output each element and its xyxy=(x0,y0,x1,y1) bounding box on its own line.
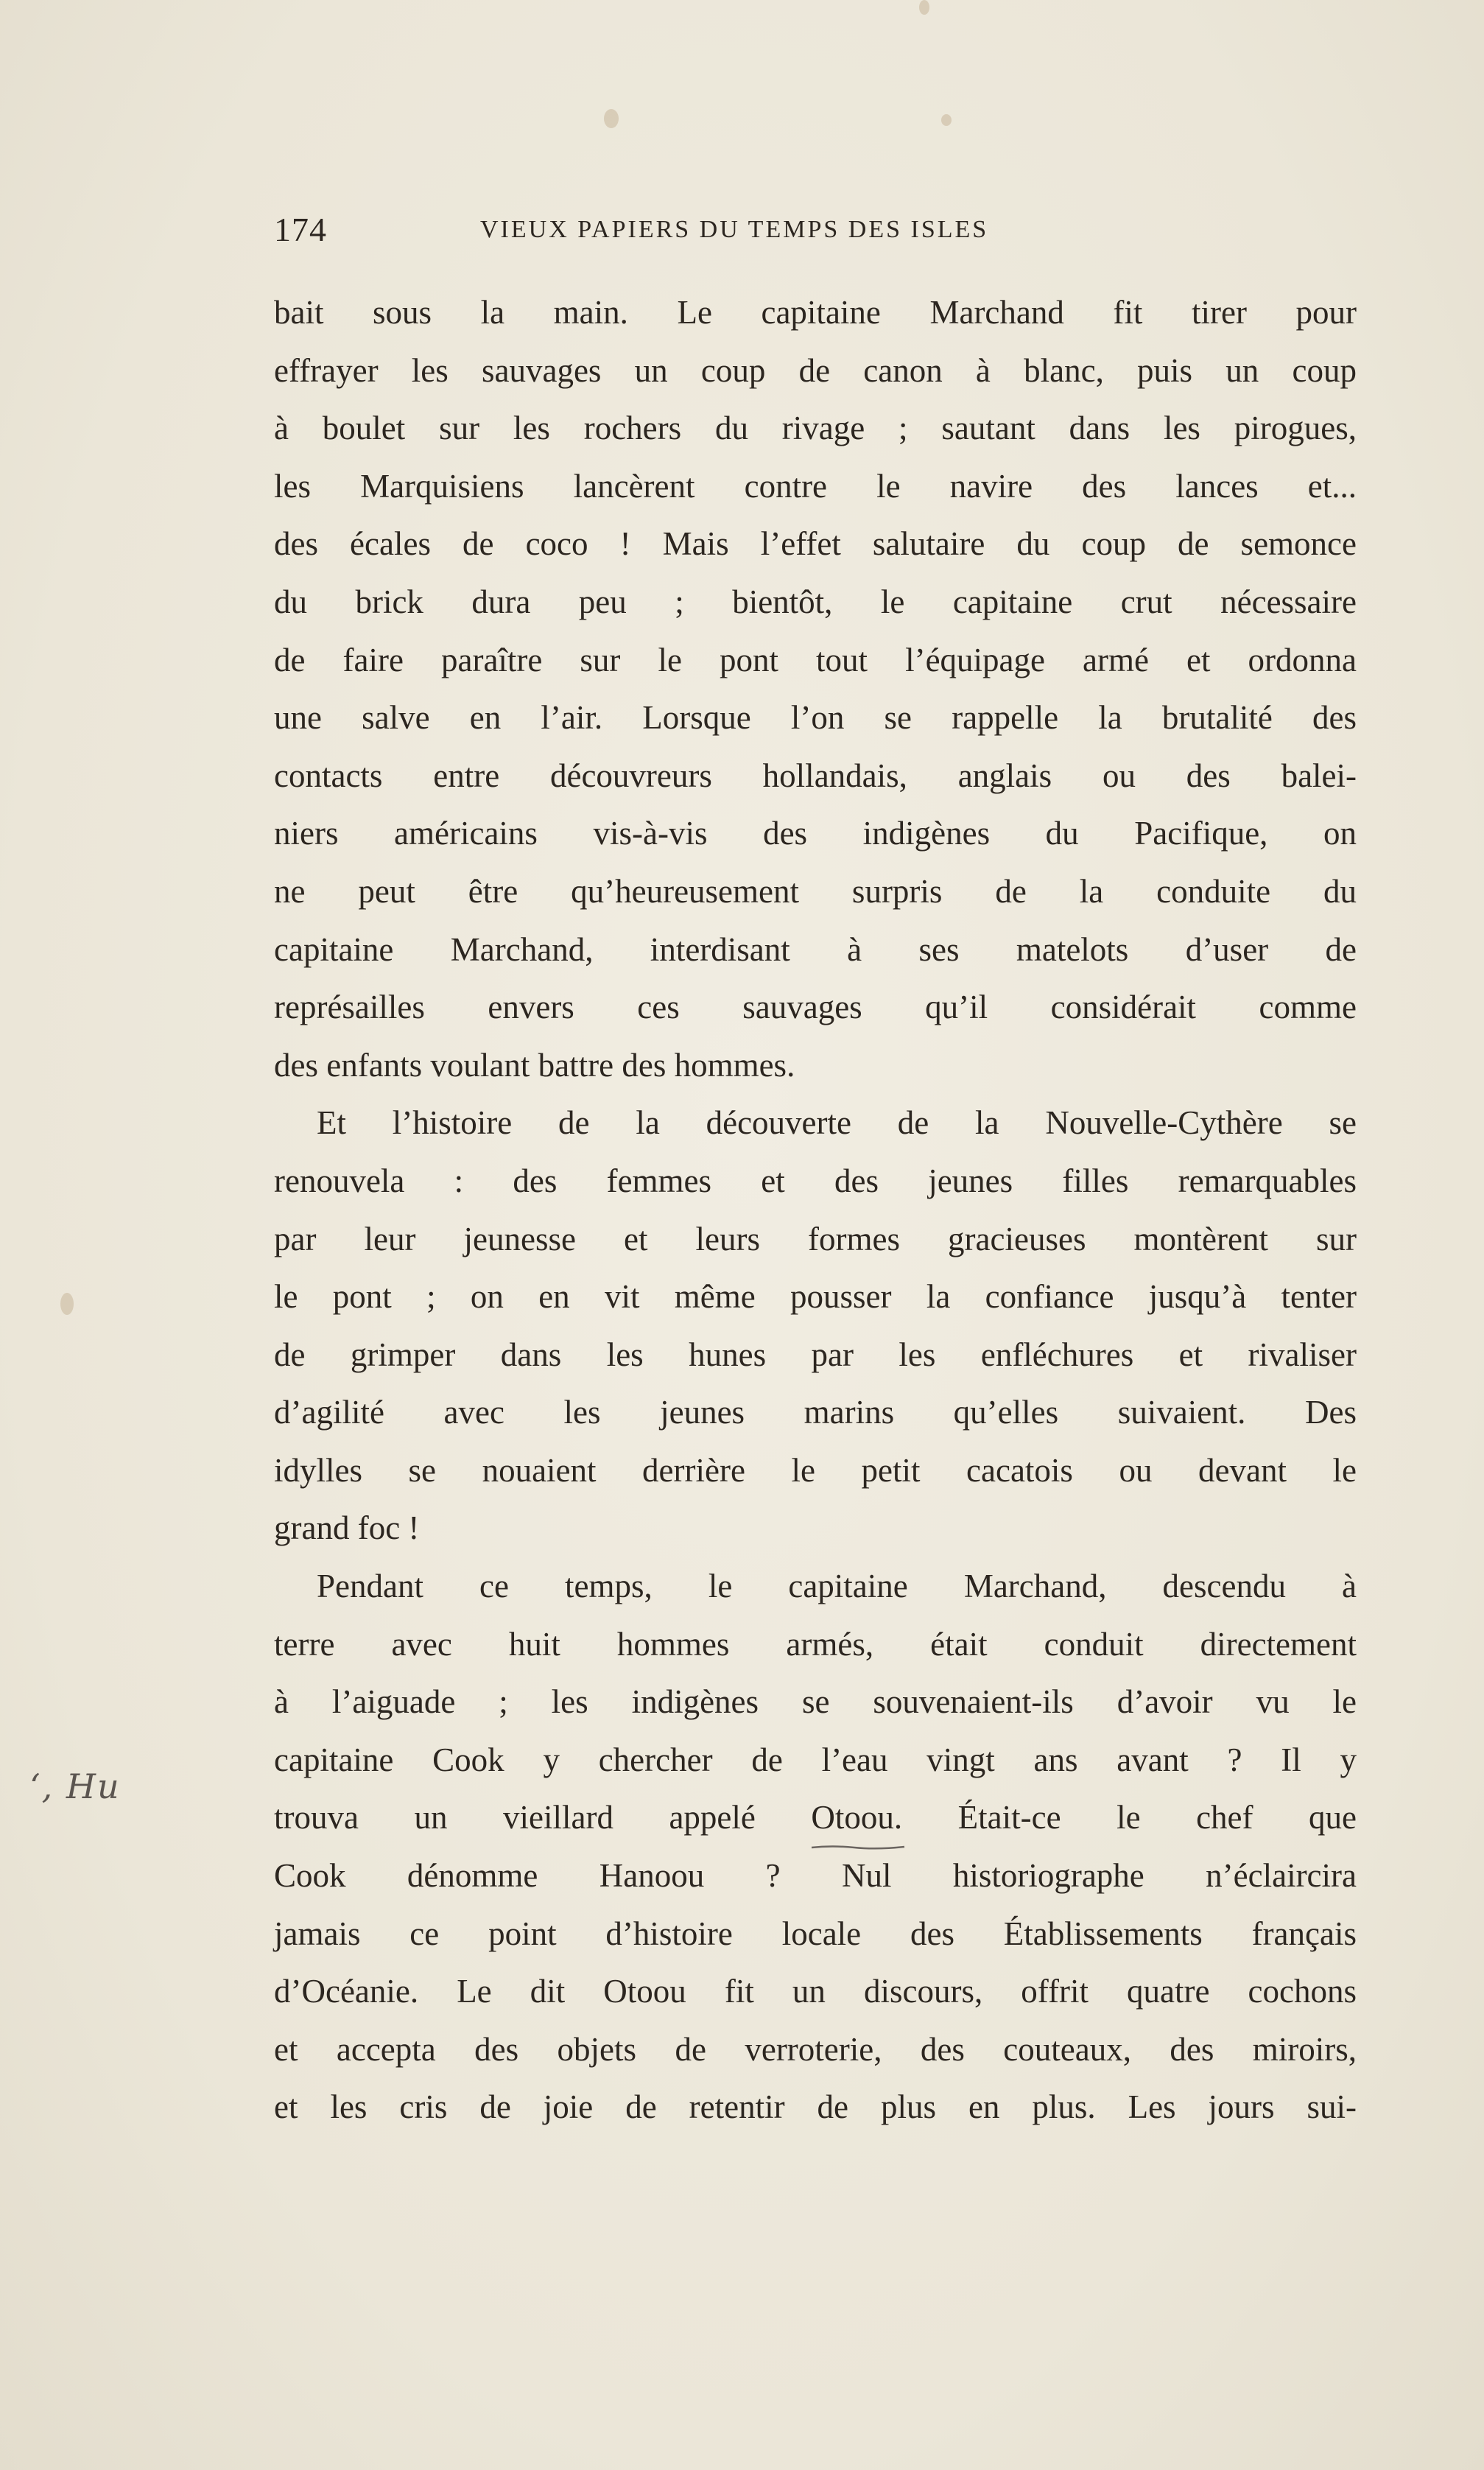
text-line: terre avec huit hommes armés, était conduit directement xyxy=(274,1625,1357,1663)
text-line: Cook dénomme Hanoou ? Nul historiographe n’éclaircira xyxy=(274,1857,1357,1895)
text-line: des écales de coco ! Mais l’effet salutaire du coup de semonce xyxy=(274,525,1357,563)
text-line: à boulet sur les rochers du rivage ; sautant dans les pirogues, xyxy=(274,410,1357,447)
text-line: par leur jeunesse et leurs formes gracieuses montèrent sur xyxy=(274,1220,1357,1257)
text-line: capitaine Marchand, interdisant à ses matelots d’user de xyxy=(274,930,1357,968)
text-line: du brick dura peu ; bientôt, le capitaine crut nécessaire xyxy=(274,583,1357,620)
text-line: et les cris de joie de retentir de plus en plus. Les jours sui- xyxy=(274,2088,1357,2126)
text-line: jamais ce point d’histoire locale des Établissements français xyxy=(274,1915,1357,1952)
text-line: niers américains vis-à-vis des indigènes du Pacifique, on xyxy=(274,815,1357,852)
text-line: représailles envers ces sauvages qu’il considérait comme xyxy=(274,989,1357,1026)
text-line: grand foc ! xyxy=(274,1509,420,1547)
text-line: contacts entre découvreurs hollandais, anglais ou des balei- xyxy=(274,757,1357,794)
text-line: idylles se nouaient derrière le petit cacatois ou devant le xyxy=(274,1451,1357,1489)
text-line: et accepta des objets de verroterie, des couteaux, des miroirs, xyxy=(274,2030,1357,2068)
text-line: d’agilité avec les jeunes marins qu’elles suivaient. Des xyxy=(274,1394,1357,1431)
text-line: trouva un vieillard appelé Otoou. Était-ce le chef que xyxy=(274,1799,1357,1836)
text-line: les Marquisiens lancèrent contre le navire des lances et... xyxy=(274,467,1357,505)
text-line: à l’aiguade ; les indigènes se souvenaient-ils d’avoir vu le xyxy=(274,1683,1357,1721)
text-line: ne peut être qu’heureusement surpris de la conduite du xyxy=(274,872,1357,910)
paper-stain xyxy=(60,1293,74,1315)
paper-stain xyxy=(604,109,619,128)
paper-stain xyxy=(919,0,929,15)
text-line: de grimper dans les hunes par les enfléchures et rivaliser xyxy=(274,1336,1357,1373)
text-line: effrayer les sauvages un coup de canon à blanc, puis un coup xyxy=(274,351,1357,389)
text-line: renouvela : des femmes et des jeunes filles remarquables xyxy=(274,1162,1357,1199)
text-line: Et l’histoire de la découverte de la Nouvelle-Cythère se xyxy=(317,1104,1357,1142)
text-line: d’Océanie. Le dit Otoou fit un discours, offrit quatre cochons xyxy=(274,1973,1357,2010)
text-line: de faire paraître sur le pont tout l’équipage armé et ordonna xyxy=(274,641,1357,678)
text-line: des enfants voulant battre des hommes. xyxy=(274,1046,795,1084)
running-head: VIEUX PAPIERS DU TEMPS DES ISLES xyxy=(480,216,989,243)
text-line: une salve en l’air. Lorsque l’on se rappelle la brutalité des xyxy=(274,699,1357,737)
paper-stain xyxy=(941,114,952,126)
handwritten-margin-note: ‘, Hu xyxy=(29,1766,121,1806)
text-line: bait sous la main. Le capitaine Marchand fit tirer pour xyxy=(274,294,1357,331)
text-line: capitaine Cook y chercher de l’eau vingt ans avant ? Il y xyxy=(274,1741,1357,1778)
page-number: 174 xyxy=(274,211,327,248)
body-text xyxy=(274,284,1357,2136)
text-line: le pont ; on en vit même pousser la confiance jusqu’à tenter xyxy=(274,1278,1357,1316)
handwritten-underline xyxy=(810,1844,906,1850)
page-header xyxy=(274,208,1357,252)
text-line: Pendant ce temps, le capitaine Marchand, descendu à xyxy=(317,1568,1357,1605)
